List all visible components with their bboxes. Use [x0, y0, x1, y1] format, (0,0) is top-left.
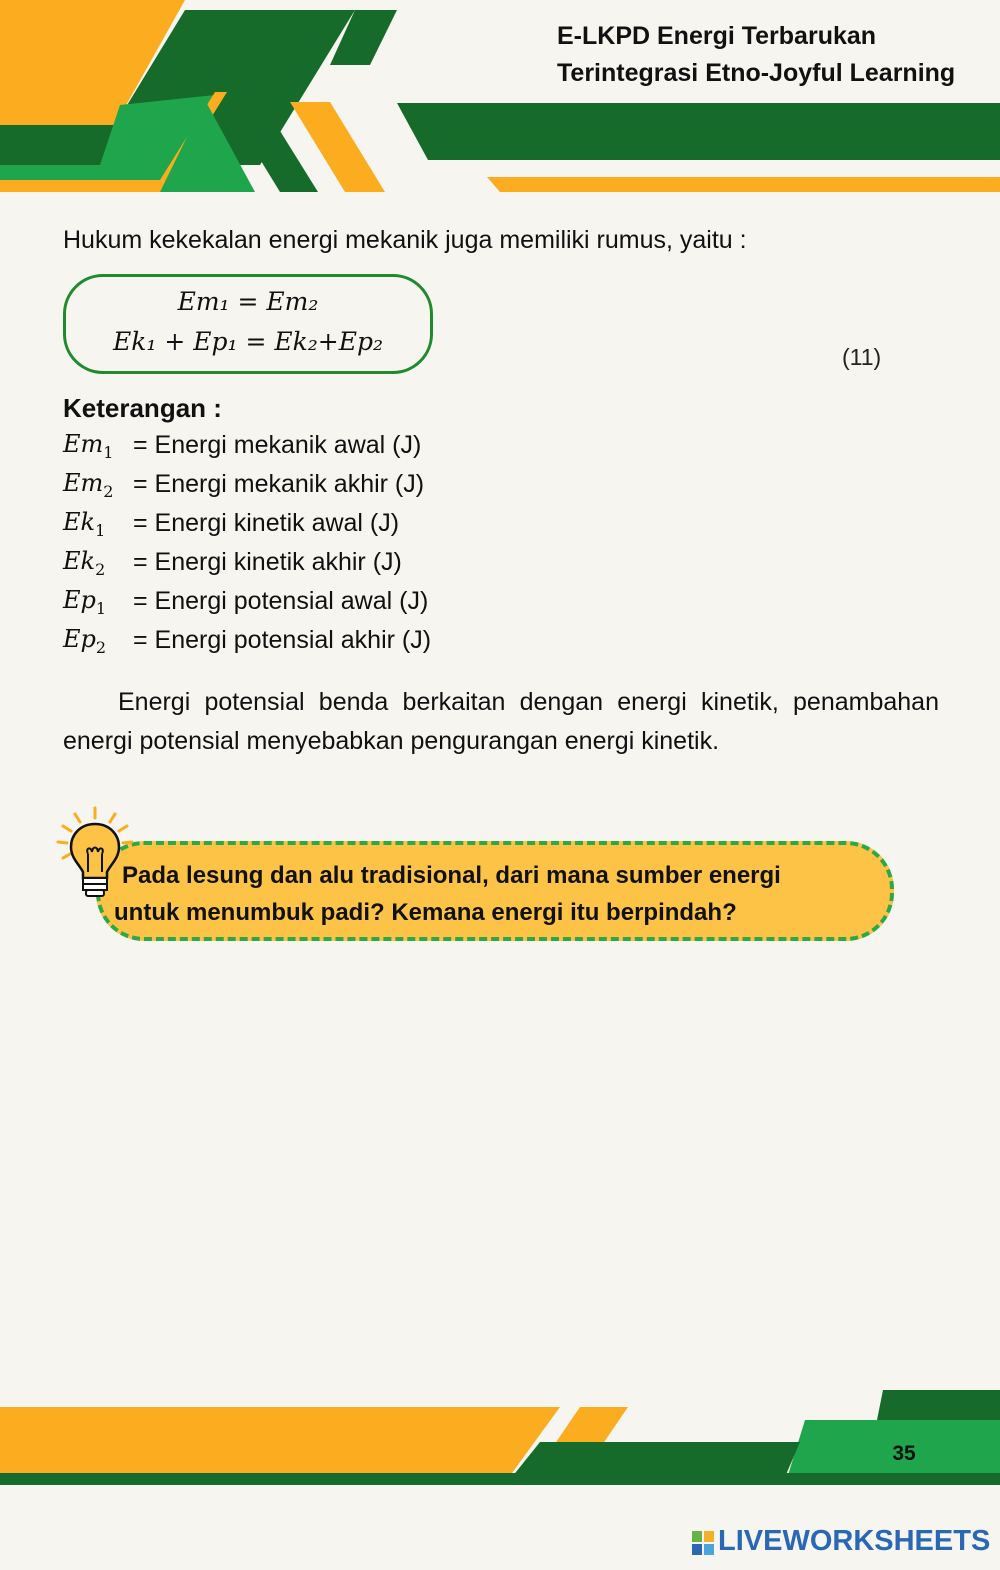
equation-number: (11)	[842, 344, 882, 370]
header-title-line1: E-LKPD Energi Terbarukan	[557, 22, 877, 50]
header-title-line2: Terintegrasi Etno-Joyful Learning	[557, 59, 956, 87]
question-text	[114, 857, 781, 931]
question-line-2: untuk menumbuk padi? Kemana energi itu berpindah?	[114, 899, 737, 926]
legend-description: = Energi mekanik awal (J)	[133, 431, 422, 459]
legend-symbol: $Ek_2$	[63, 547, 106, 579]
legend-description: = Energi mekanik akhir (J)	[133, 470, 425, 498]
formula-line-2: Ek₁ + Ep₁ = Ek₂+Ep₂	[112, 327, 384, 356]
intro-text: Hukum kekekalan energi mekanik juga memiliki rumus, yaitu :	[63, 226, 747, 254]
legend-symbol: $Em_1$	[63, 430, 114, 462]
question-line-1: Pada lesung dan alu tradisional, dari mana sumber energi	[122, 862, 781, 889]
footer-decoration	[0, 1385, 1000, 1490]
brand-name: LIVEWORKSHEETS	[718, 1525, 991, 1557]
liveworksheets-logo-icon	[692, 1531, 714, 1555]
legend-description: = Energi potensial awal (J)	[133, 587, 429, 615]
formula-line-1: Em₁ = Em₂	[177, 287, 319, 316]
legend-description: = Energi kinetik awal (J)	[133, 509, 400, 537]
page-number: 35	[892, 1442, 916, 1465]
formula-box	[63, 274, 433, 374]
legend-description: = Energi kinetik akhir (J)	[133, 548, 402, 576]
legend-symbol: $Em_2$	[63, 469, 114, 501]
legend-description: = Energi potensial akhir (J)	[133, 626, 432, 654]
header-title	[557, 18, 955, 92]
explanation-paragraph: Energi potensial benda berkaitan dengan energi kinetik, penambahan energi potensial menyebabkan pengurangan energi kinetik.	[63, 688, 939, 755]
keterangan-title: Keterangan :	[63, 393, 222, 423]
legend-symbol: $Ep_1$	[63, 586, 107, 618]
legend-symbol: $Ek_1$	[63, 508, 106, 540]
legend-symbol: $Ep_2$	[63, 625, 107, 657]
lightbulb-icon	[55, 806, 135, 906]
question-box	[96, 841, 894, 941]
